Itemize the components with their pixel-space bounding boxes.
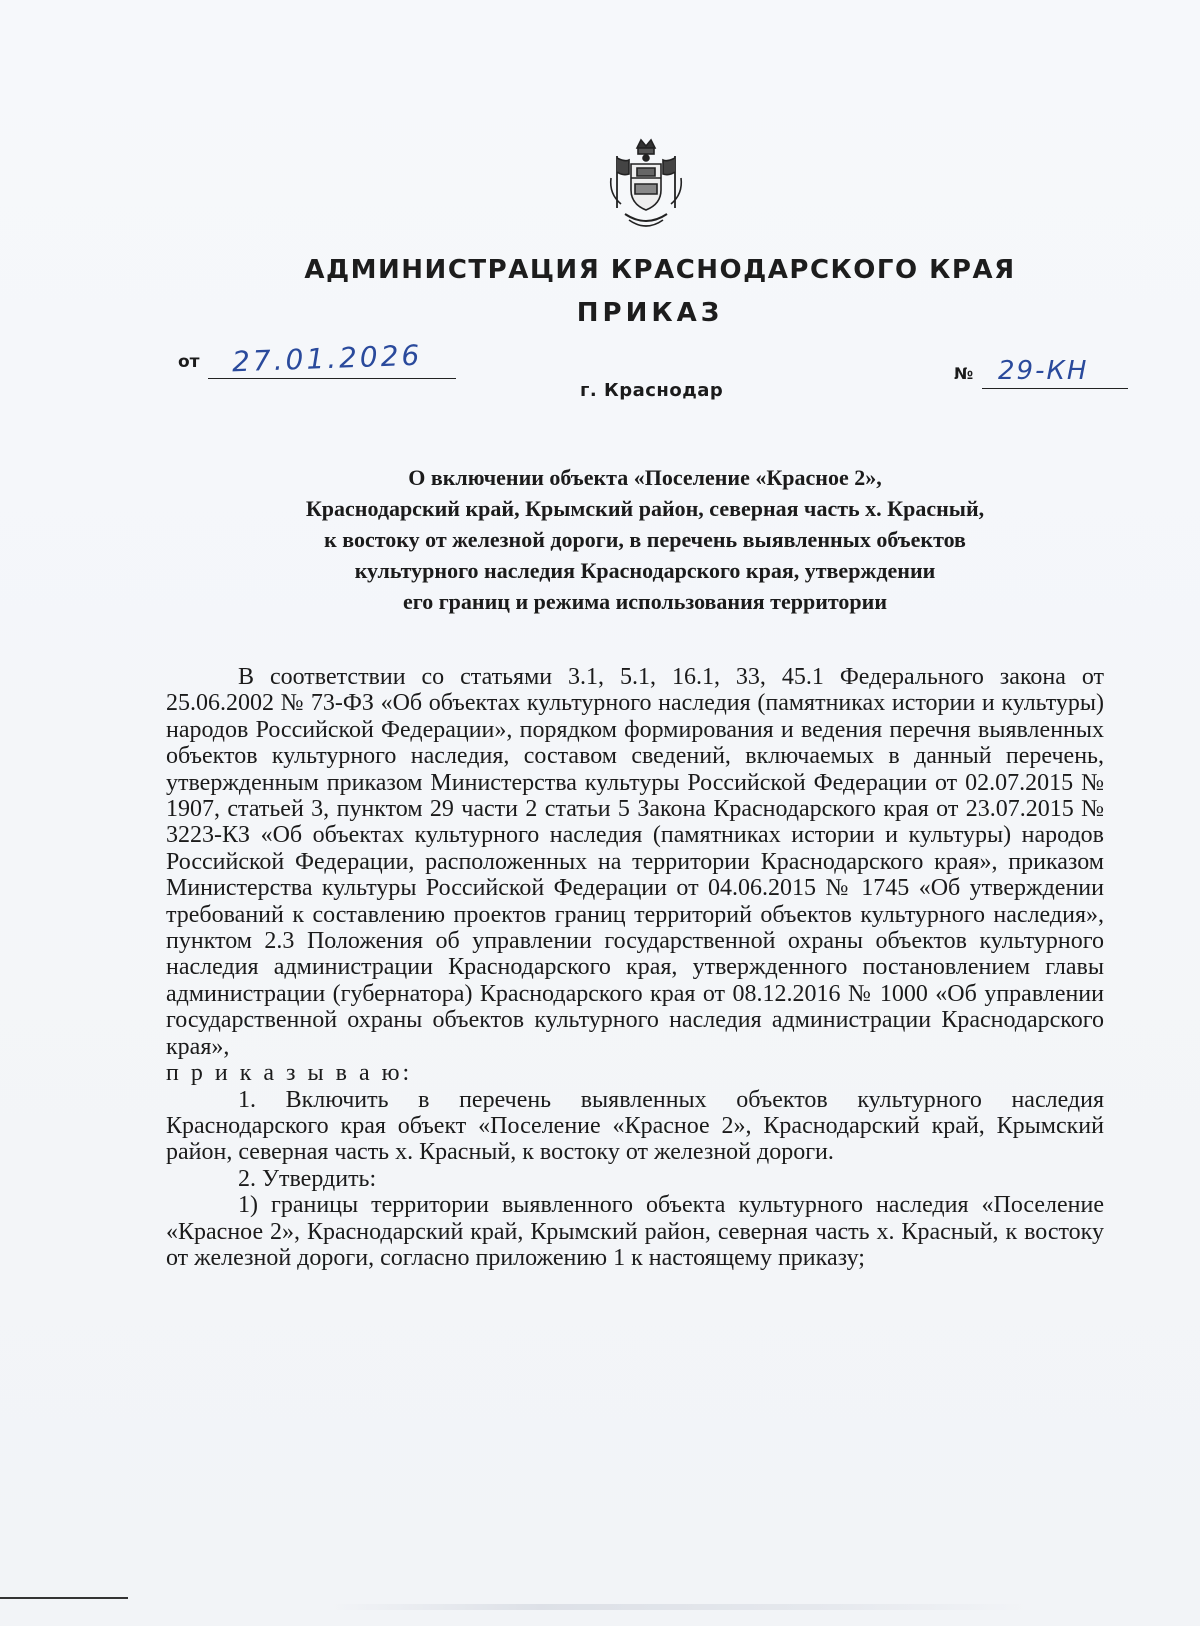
handwritten-number: 29-КН xyxy=(998,356,1089,386)
bottom-edge-mark xyxy=(0,1597,128,1599)
heading-line: его границ и режима использования территории xyxy=(402,589,888,614)
number-prefix: № xyxy=(954,364,974,383)
city-label: г. Краснодар xyxy=(580,380,724,401)
heading-line: Краснодарский край, Крымский район, северная часть х. Красный, xyxy=(305,496,985,521)
handwritten-date: 27.01.2026 xyxy=(231,338,423,379)
heading-line: О включении объекта «Поселение «Красное 2», xyxy=(408,465,882,490)
date-prefix: от xyxy=(178,352,200,372)
item-2-paragraph: 2. Утвердить: xyxy=(238,1165,377,1192)
document-type: ПРИКАЗ xyxy=(576,298,724,328)
order-body xyxy=(166,664,1104,1271)
date-underline xyxy=(208,378,456,379)
order-word: п р и к а з ы в а ю: xyxy=(166,1060,413,1087)
organization-title: АДМИНИСТРАЦИЯ КРАСНОДАРСКОГО КРАЯ xyxy=(304,255,1016,285)
coat-of-arms-icon xyxy=(607,138,685,234)
order-heading xyxy=(200,462,1090,617)
next-page-bleed xyxy=(330,1604,1030,1610)
heading-line: культурного наследия Краснодарского края, утверждении xyxy=(354,558,936,583)
heading-line: к востоку от железной дороги, в перечень выявленных объектов xyxy=(324,527,966,552)
item-2-1-paragraph: 1) границы территории выявленного объекта культурного наследия «Поселение «Красное 2», Краснодарский край, Крымский район, северная часть х. Красный, к востоку от железной дороги, согласно приложению 1 к настоящему приказу; xyxy=(166,1192,1104,1271)
preamble-paragraph: В соответствии со статьями 3.1, 5.1, 16.1, 33, 45.1 Федерального закона от 25.06.2002 № 73-ФЗ «Об объектах культурного наследия (памятниках истории и культуры) народов Российской Федерации», порядком формирования и ведения перечня выявленных объектов культурного наследия, составом сведений, включаемых в данный перечень, утвержденным приказом Министерства культуры Российской Федерации от 02.07.2015 № 1907, статьей 3, пунктом 29 части 2 статьи 5 Закона Краснодарского края от 23.07.2015 № 3223-КЗ «Об объектах культурного наследия (памятниках истории и культуры) народов Российской Федерации, расположенных на территории Краснодарского края», приказом Министерства культуры Российской Федерации от 04.06.2015 № 1745 «Об утверждении требований к составлению проектов границ территорий объектов культурного наследия», пунктом 2.3 Положения об управлении государственной охраны объектов культурного наследия администрации Краснодарского края, утвержденного постановлением главы администрации (губернатора) Краснодарского края от 08.12.2016 № 1000 «Об управлении государственной охраны объектов культурного наследия администрации Краснодарского края», xyxy=(166,664,1104,1060)
number-underline xyxy=(982,388,1128,389)
item-1-paragraph: 1. Включить в перечень выявленных объектов культурного наследия Краснодарского края объект «Поселение «Красное 2», Краснодарский край, Крымский район, северная часть х. Красный, к востоку от железной дороги. xyxy=(166,1086,1104,1166)
